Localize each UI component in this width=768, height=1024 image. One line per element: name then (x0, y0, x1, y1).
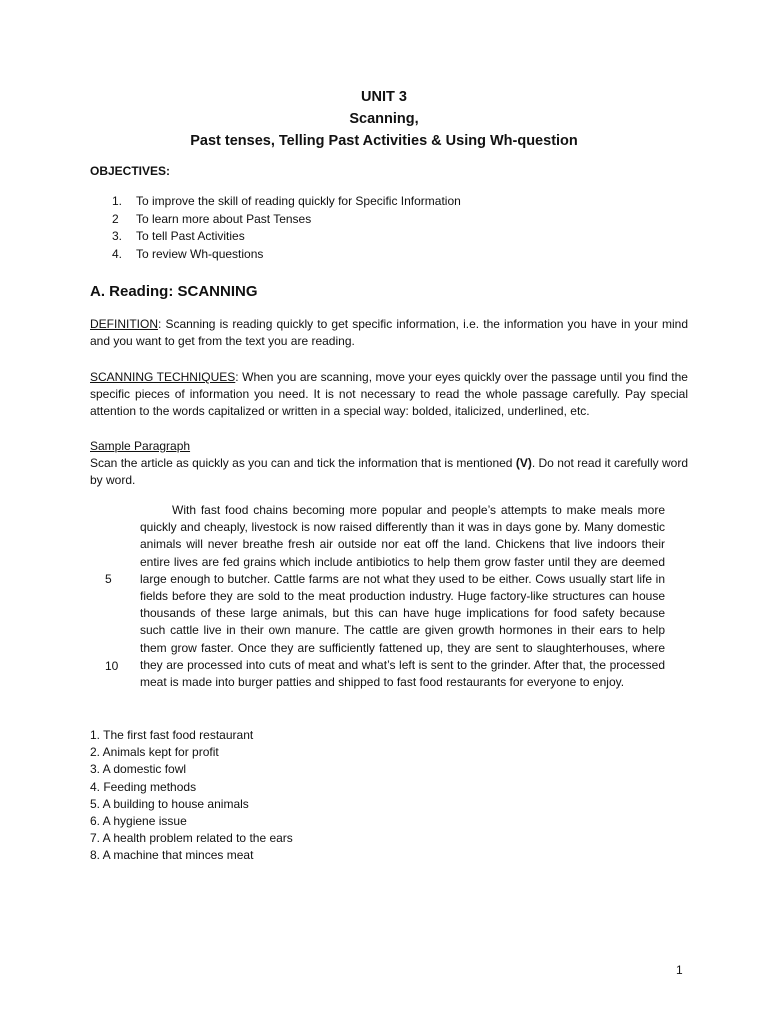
unit-label: UNIT 3 (361, 89, 407, 105)
list-item: 3. A domestic fowl (90, 762, 187, 777)
section-heading: A. Reading: SCANNING (90, 283, 258, 300)
objective-text: To tell Past Activities (136, 229, 245, 243)
unit-header (0, 86, 768, 152)
list-item: 2. Animals kept for profit (90, 745, 219, 760)
list-item: 1. The first fast food restaurant (90, 728, 254, 742)
unit-title: Past tenses, Telling Past Activities & Using Wh-question (190, 133, 578, 149)
instruction-text-start: Scan the article as quickly as you can and tick the information that is mentioned (90, 456, 516, 470)
definition-label: DEFINITION (90, 317, 158, 331)
objective-text: To improve the skill of reading quickly for Specific Information (136, 194, 461, 208)
line-number: 5 (105, 572, 112, 586)
objective-number: 4. (112, 246, 123, 261)
objectives-list (112, 193, 672, 263)
sample-label-text: Sample Paragraph (90, 439, 191, 453)
objective-item (112, 228, 672, 246)
objective-text: To review Wh-questions (136, 246, 264, 261)
list-item: 4. Feeding methods (90, 779, 197, 794)
unit-subtitle: Scanning, (349, 111, 419, 127)
objective-item (112, 193, 672, 211)
line-number: 10 (105, 659, 119, 673)
list-item: 5. A building to house animals (90, 796, 249, 811)
scan-instruction (90, 455, 688, 489)
techniques-paragraph (90, 369, 688, 421)
objective-item (112, 246, 672, 264)
definition-text: : Scanning is reading quickly to get specific information, i.e. the information you have in your mind and you want to get from the text you are reading. (90, 317, 688, 349)
objectives-heading: OBJECTIVES: (90, 164, 171, 178)
objective-item (112, 211, 672, 229)
list-item: 7. A health problem related to the ears (90, 831, 293, 846)
information-checklist (90, 727, 293, 865)
tick-mark-symbol: (V) (515, 456, 532, 470)
list-item: 8. A machine that minces meat (90, 848, 254, 863)
objective-number: 1. (112, 194, 123, 208)
reading-passage: With fast food chains becoming more popular and people’s attempts to make meals more quickly and cheaply, livestock is now raised differently than it was in days gone by. Many domestic animals will never breathe fresh air outside nor eat off the land. Chickens that live indoors their entire lives are fed grains which include antibiotics to help them grow faster until they are deemed large enough to butcher. Cattle farms are not what they used to be either. Cows usually start life in fields before they are sold to the meat production industry. Huge factory-like structures can house thousands of these large animals, but this can have huge implications for food safety because such cattle live in their own manure. The cattle are given growth hormones in their ears to help them grow faster. Once they are sufficiently fattened up, they are sent to slaughterhouses, where they are processed into cuts of meat and what’s left is sent to the grinder. After that, the processed meat is made into burger patties and shipped to fast food restaurants for everyone to enjoy. (140, 503, 665, 690)
instruction-text-end: . Do not read it carefully word by word. (90, 456, 689, 488)
definition-paragraph (90, 316, 688, 350)
list-item: 6. A hygiene issue (90, 813, 187, 828)
objective-number: 3. (112, 229, 123, 243)
techniques-label: SCANNING TECHNIQUES (90, 370, 236, 384)
page-number: 1 (676, 963, 683, 977)
objective-number: 2 (112, 211, 119, 226)
sample-paragraph-label (90, 438, 688, 455)
techniques-text: : When you are scanning, move your eyes quickly over the passage until you find the specific pieces of information you need. It is not necessary to read the whole passage carefully. Pay special attention to the words capitalized or written in a special way: bolded, italicized, underlined, etc. (90, 370, 688, 419)
objective-text: To learn more about Past Tenses (136, 211, 312, 226)
